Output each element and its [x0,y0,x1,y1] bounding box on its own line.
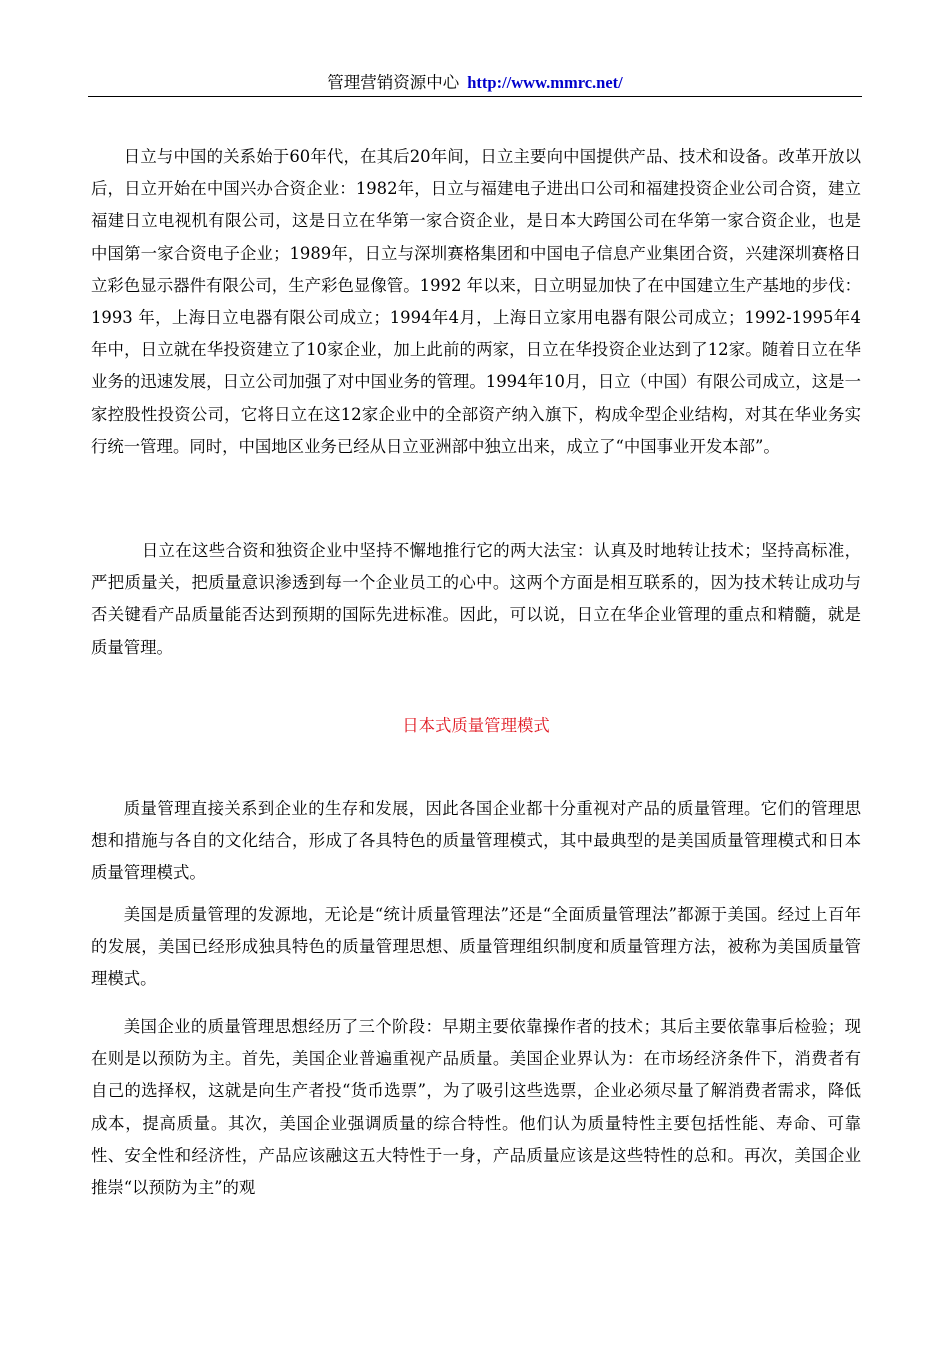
paragraph-us-quality-stages: 美国企业的质量管理思想经历了三个阶段：早期主要依靠操作者的技术；其后主要依靠事后检验；现在则是以预防为主。首先，美国企业普遍重视产品质量。美国企业界认为：在市场经济条件下，消费者有自己的选择权，这就是向生产者投“货币选票”，为了吸引这些选票，企业必须尽量了解消费者需求，降低成本，提高质量。其次，美国企业强调质量的综合特性。他们认为质量特性主要包括性能、寿命、可靠性、安全性和经济性，产品应该融这五大特性于一身，产品质量应该是这些特性的总和。再次，美国企业推崇“以预防为主”的观 [91,1017,861,1198]
site-name: 管理营销资源中心 [327,73,460,92]
page-header [88,70,862,96]
paragraph-quality-management-models: 质量管理直接关系到企业的生存和发展，因此各国企业都十分重视对产品的质量管理。它们的管理思想和措施与各自的文化结合，形成了各具特色的质量管理模式，其中最典型的是美国质量管理模式和日本质量管理模式。 [91,799,861,883]
paragraph-hitachi-china-history: 日立与中国的关系始于60年代，在其后20年间，日立主要向中国提供产品、技术和设备。改革开放以后，日立开始在中国兴办合资企业：1982年，日立与福建电子进出口公司和福建投资企业公司合资，建立福建日立电视机有限公司，这是日立在华第一家合资企业，是日本大跨国公司在华第一家合资企业，也是中国第一家合资电子企业；1989年，日立与深圳赛格集团和中国电子信息产业集团合资，兴建深圳赛格日立彩色显示器件有限公司，生产彩色显像管。1992 年以来，日立明显加快了在中国建立生产基地的步伐：1993 年，上海日立电器有限公司成立；1994年4月，上海日立家用电器有限公司成立；1992-1995年4年中，日立就在华投资建立了10家企业，加上此前的两家，日立在华投资企业达到了12家。随着日立在华业务的迅速发展，日立公司加强了对中国业务的管理。1994年10月，日立（中国）有限公司成立，这是一家控股性投资公司，它将日立在这12家企业中的全部资产纳入旗下，构成伞型企业结构，对其在华业务实行统一管理。同时，中国地区业务已经从日立亚洲部中独立出来，成立了“中国事业开发本部”。 [91,147,861,456]
paragraph-hitachi-two-principles: 日立在这些合资和独资企业中坚持不懈地推行它的两大法宝：认真及时地转让技术；坚持高标准，严把质量关，把质量意识渗透到每一个企业员工的心中。这两个方面是相互联系的，因为技术转让成功与否关键看产品质量能否达到预期的国际先进标准。因此，可以说，日立在华企业管理的重点和精髓，就是质量管理。 [91,541,861,657]
site-url-link[interactable]: http://www.mmrc.net/ [467,73,623,92]
paragraph-us-origin: 美国是质量管理的发源地，无论是“统计质量管理法”还是“全面质量管理法”都源于美国。经过上百年的发展，美国已经形成独具特色的质量管理思想、质量管理组织制度和质量管理方法，被称为美国质量管理模式。 [91,905,861,989]
section-title: 日本式质量管理模式 [402,716,550,735]
header-divider [88,96,862,97]
